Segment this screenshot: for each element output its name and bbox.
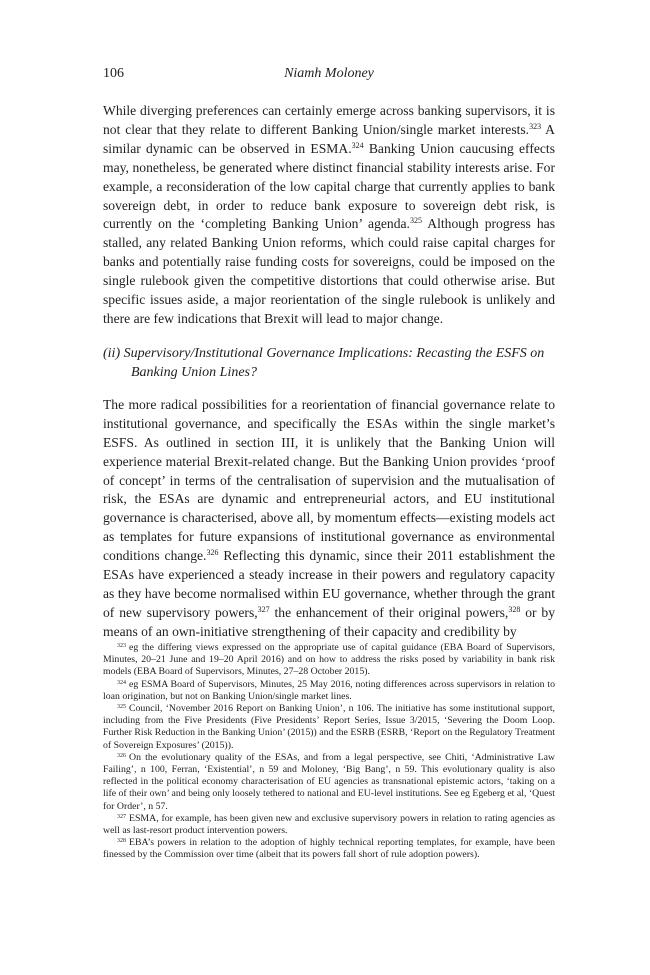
footnote-325 bbox=[103, 703, 555, 752]
text-run: the enhancement of their original powers, bbox=[269, 604, 509, 620]
running-head: Niamh Moloney bbox=[284, 66, 374, 81]
footnote-number: 328 bbox=[117, 838, 126, 845]
text-run: The more radical possibilities for a reorientation of financial governance relate to institutional governance, and specifically the ESAs within the single market’s ESFS. As outlined in section III, it is unlikely that the Banking Union will experience material Brexit-related change. But the Banking Union provides ‘proof of concept’ in terms of the centralisation of supervision and the mutualisation of risk, the ESAs are dynamic and entrepreneurial actors, and EU institutional governance is characterised, above all, by momentum effects—existing models act as templates for future expansions of institutional governance as environmental conditions change. bbox=[103, 396, 555, 564]
footnote-text: eg ESMA Board of Supervisors, Minutes, 25 May 2016, noting differences across supervisors in relation to loan origination, but not on Banking Union/single market lines. bbox=[103, 678, 555, 702]
footnote-328 bbox=[103, 837, 555, 861]
paragraph-2 bbox=[103, 396, 555, 642]
footnote-text: On the evolutionary quality of the ESAs, and from a legal perspective, see Chiti, ‘Administrative Law Failing’, n 100, Ferran, ‘Existential’, n 59 and Moloney, ‘Big Bang’, n 59. This evolutionary quality is also reflected in the political economy characterisation of EU agencies as transnational epistemic actors, ‘taking on a life of their own’ and being only loosely tethered to national and EU-level institutions. See eg Egeberg et al, ‘Quest for Order’, n 57. bbox=[103, 751, 555, 812]
text-run: Although progress has stalled, any related Banking Union reforms, which could raise capital charges for banks and potentially raise funding costs for sovereigns, could be imposed on the single rulebook given the competitive distortions that could otherwise arise. But specific issues aside, a major reorientation of the single rulebook is unlikely and there are few indications that Brexit will lead to major change. bbox=[103, 216, 555, 326]
footnote-ref-327[interactable]: 327 bbox=[257, 604, 270, 614]
footnote-ref-326[interactable]: 326 bbox=[206, 548, 219, 558]
footnote-text: EBA’s powers in relation to the adoption of highly technical reporting templates, for example, have been finessed by the Commission over time (albeit that its powers fall short of rule adoption powers). bbox=[103, 837, 555, 861]
footnote-number: 324 bbox=[117, 679, 126, 686]
footnote-ref-328[interactable]: 328 bbox=[508, 604, 521, 614]
footnote-number: 325 bbox=[117, 704, 126, 711]
footnote-number: 323 bbox=[117, 643, 126, 649]
footnote-text: eg the differing views expressed on the appropriate use of capital guidance (EBA Board of Supervisors, Minutes, 20–21 June and 19–20 April 2016) and on how to address the risks posed by variability in bank risk models (EBA Board of Supervisors, Minutes, 27–28 October 2015). bbox=[103, 642, 555, 678]
footnote-324 bbox=[103, 679, 555, 703]
text-run: Reflecting this dynamic, since their 2011 establishment the ESAs have experienced a steady increase in their powers and regulatory capacity as they have become normalised within EU governance, whether through the grant of new supervisory powers, bbox=[103, 548, 555, 620]
footnote-number: 326 bbox=[117, 752, 126, 759]
footnotes bbox=[103, 642, 555, 862]
body-text bbox=[103, 102, 555, 642]
footnote-326 bbox=[103, 752, 555, 813]
text-run: A similar dynamic can be observed in ESMA. bbox=[103, 121, 555, 156]
text-run: or by means of an own-initiative strengthening of their capacity and credibility by bbox=[103, 604, 555, 639]
text-run: Banking Union caucusing effects may, nonetheless, be generated where distinct financial stability interests arise. For example, a reconsideration of the low capital charge that currently applies to bank sovereign debt, in order to reduce bank exposure to sovereign debt risk, is currently on the ‘completing Banking Union’ agenda. bbox=[103, 140, 555, 232]
footnote-ref-323[interactable]: 323 bbox=[529, 121, 542, 131]
footnote-ref-324[interactable]: 324 bbox=[351, 140, 364, 150]
footnote-ref-325[interactable]: 325 bbox=[409, 216, 422, 226]
footnote-text: Council, ‘November 2016 Report on Banking Union’, n 106. The initiative has some institutional support, including from the Five Presidents (Five Presidents’ Report Series, Issue 3/2015, ‘Severing the Doom Loop. Further Risk Reduction in the Banking Union’ (2015)) and the ESRB (ESRB, ‘Report on the Regulatory Treatment of Sovereign Exposures’ (2015)). bbox=[103, 703, 555, 751]
section-heading: (ii) Supervisory/Institutional Governance Implications: Recasting the ESFS on Banking Union Lines? bbox=[103, 345, 545, 380]
paragraph-1 bbox=[103, 102, 555, 329]
footnote-327 bbox=[103, 813, 555, 837]
footnote-323 bbox=[103, 642, 555, 679]
footnote-number: 327 bbox=[117, 813, 126, 820]
text-run: While diverging preferences can certainly emerge across banking supervisors, it is not clear that they relate to different Banking Union/single market interests. bbox=[103, 103, 555, 137]
footnote-text: ESMA, for example, has been given new and exclusive supervisory powers in relation to rating agencies as well as last-resort product intervention powers. bbox=[103, 812, 555, 837]
page-number: 106 bbox=[103, 66, 124, 81]
